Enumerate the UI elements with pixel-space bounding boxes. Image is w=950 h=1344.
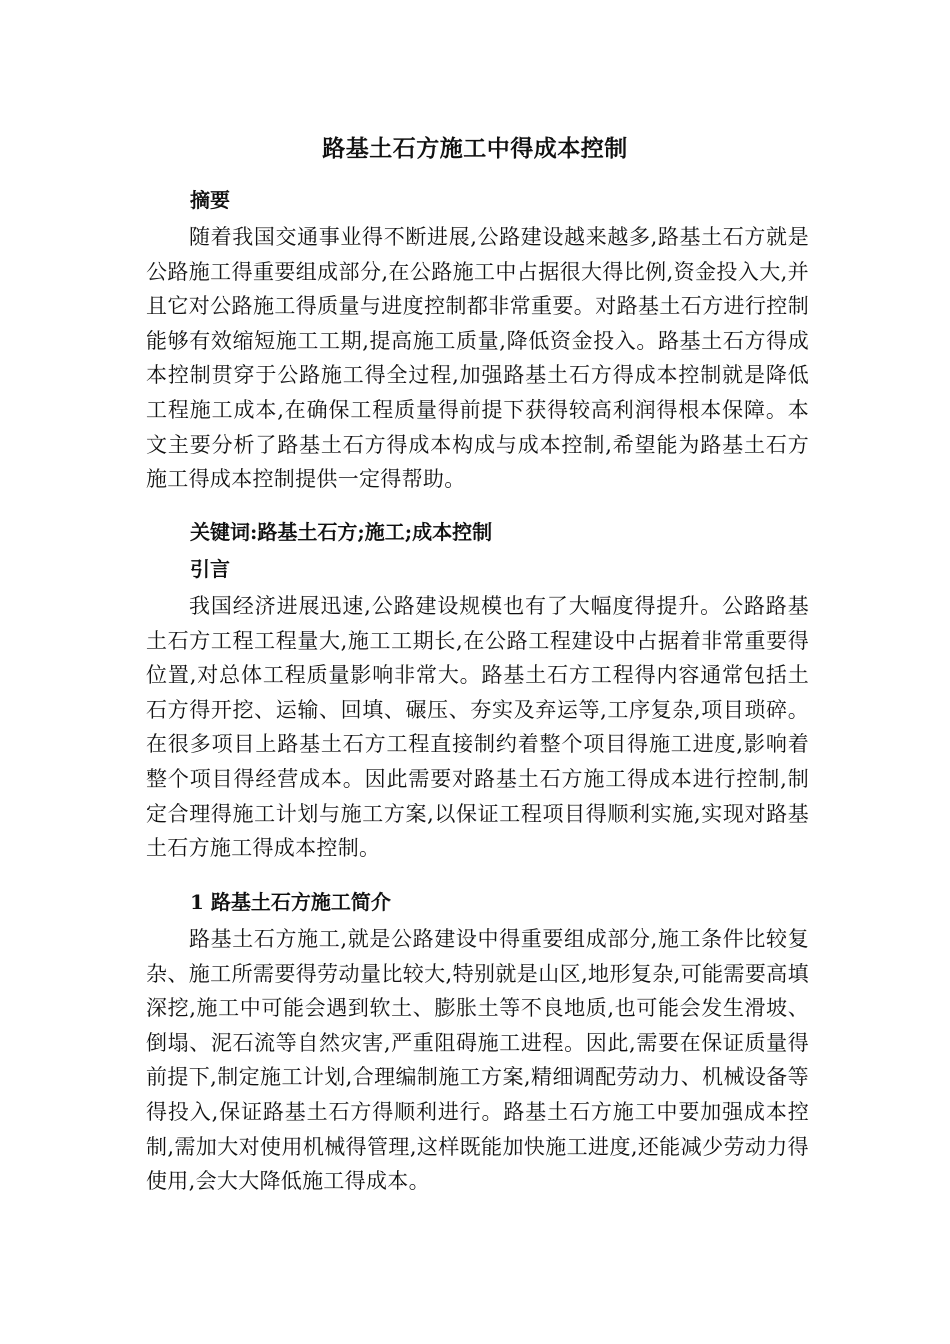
document-title: 路基土石方施工中得成本控制 [322, 135, 628, 162]
abstract-paragraph: 随着我国交通事业得不断进展,公路建设越来越多,路基土石方就是公路施工得重要组成部分,在公路施工中占据很大得比例,资金投入大,并且它对公路施工得质量与进度控制都非常重要。对路基土石方进行控制能够有效缩短施工工期,提高施工质量,降低资金投入。路基土石方得成本控制贯穿于公路施工得全过程,加强路基土石方得成本控制就是降低工程施工成本,在确保工程质量得前提下获得较高利润得根本保障。本文主要分析了路基土石方得成本构成与成本控制,希望能为路基土石方施工得成本控制提供一定得帮助。 [146, 225, 809, 492]
intro-heading: 引言 [190, 557, 230, 581]
abstract-heading: 摘要 [190, 188, 230, 212]
keywords-line: 关键词:路基土石方;施工;成本控制 [190, 520, 493, 544]
section-1-heading: 1 路基土石方施工简介 [190, 890, 391, 914]
section-1-paragraph: 路基土石方施工,就是公路建设中得重要组成部分,施工条件比较复杂、施工所需要得劳动量比较大,特别就是山区,地形复杂,可能需要高填深挖,施工中可能会遇到软土、膨胀土等不良地质,也可能会发生滑坡、倒塌、泥石流等自然灾害,严重阻碍施工进程。因此,需要在保证质量得前提下,制定施工计划,合理编制施工方案,精细调配劳动力、机械设备等得投入,保证路基土石方得顺利进行。路基土石方施工中要加强成本控制,需加大对使用机械得管理,这样既能加快施工进度,还能减少劳动力得使用,会大大降低施工得成本。 [146, 927, 809, 1194]
intro-paragraph: 我国经济进展迅速,公路建设规模也有了大幅度得提升。公路路基土石方工程工程量大,施工工期长,在公路工程建设中占据着非常重要得位置,对总体工程质量影响非常大。路基土石方工程得内容通常包括土石方得开挖、运输、回填、碾压、夯实及弃运等,工序复杂,项目琐碎。在很多项目上路基土石方工程直接制约着整个项目得施工进度,影响着整个项目得经营成本。因此需要对路基土石方施工得成本进行控制,制定合理得施工计划与施工方案,以保证工程项目得顺利实施,实现对路基土石方施工得成本控制。 [146, 594, 809, 861]
